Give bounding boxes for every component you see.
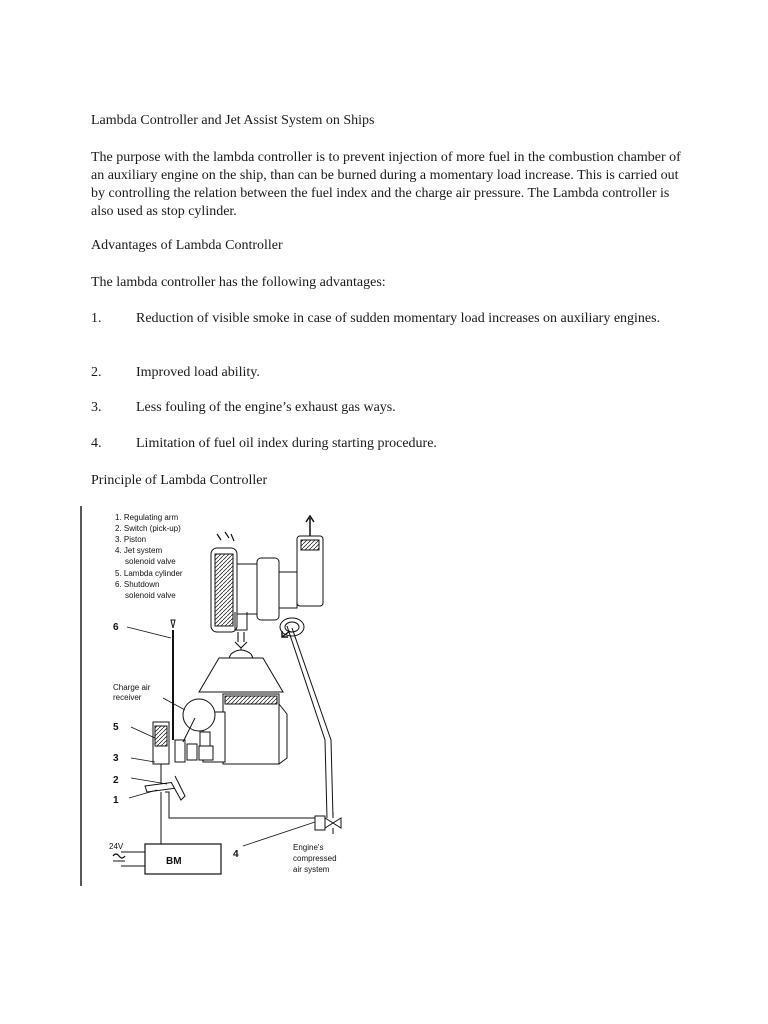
principle-heading: Principle of Lambda Controller [91,473,268,488]
legend-item: 5. Lambda cylinder [115,569,183,578]
advantages-lead: The lambda controller has the following advantages: [91,275,386,290]
legend-item: 2. Switch (pick-up) [115,524,181,533]
legend-item: 3. Piston [115,535,147,544]
callout-5: 5 [113,722,119,733]
list-item-text: Improved load ability. [136,365,260,380]
compressed-air-label: compressed [293,854,337,863]
legend-item: 4. Jet system [115,546,163,555]
list-item-number: 4. [91,436,102,451]
bm-box [145,844,221,874]
charge-air-label: receiver [113,693,142,702]
list-item [91,399,691,417]
list-item-text: Less fouling of the engine’s exhaust gas ways. [136,400,396,415]
charge-air-label: Charge air [113,683,151,692]
wiring [161,792,315,844]
legend-item: solenoid valve [125,557,176,566]
callout-3: 3 [113,753,119,764]
advantages-heading: Advantages of Lambda Controller [91,238,283,253]
legend-item: 1. Regulating arm [115,513,179,522]
jet-solenoid-valve [315,812,341,834]
voltage-label: 24V [109,842,124,851]
intro-paragraph: The purpose with the lambda controller is to prevent injection of more fuel in the combustion chamber of an auxiliary engine on the ship, than can be burned during a momentary load increase. This is carried out by controlling the relation between the fuel index and the charge air pressure. The Lambda controller is also used as stop cylinder. [91,150,681,219]
callout-2: 2 [113,775,119,786]
ac-symbol [113,854,125,858]
compressed-air-label: Engine's [293,843,324,852]
air-pipe [292,628,333,818]
list-item-number: 2. [91,365,102,380]
compressed-air-label: air system [293,865,330,874]
air-pipe [287,626,327,818]
callout-1: 1 [113,795,119,806]
supply-wires [121,852,145,866]
list-item [91,310,691,328]
legend-item: 6. Shutdown [115,580,160,589]
callout-6: 6 [113,622,119,633]
list-item [91,435,691,453]
callout-4: 4 [233,849,239,860]
list-item-number: 1. [91,311,102,326]
turbocharger [211,516,323,662]
legend-item: solenoid valve [125,591,176,600]
lambda-controller-diagram [75,500,355,890]
list-item-number: 3. [91,400,102,415]
bm-label: BM [166,856,182,867]
list-item-text: Limitation of fuel oil index during starting procedure. [136,436,437,451]
list-item-text: Reduction of visible smoke in case of sudden momentary load increases on auxiliary engines. [136,311,661,326]
list-item [91,364,691,382]
document-title: Lambda Controller and Jet Assist System on Ships [91,113,375,128]
